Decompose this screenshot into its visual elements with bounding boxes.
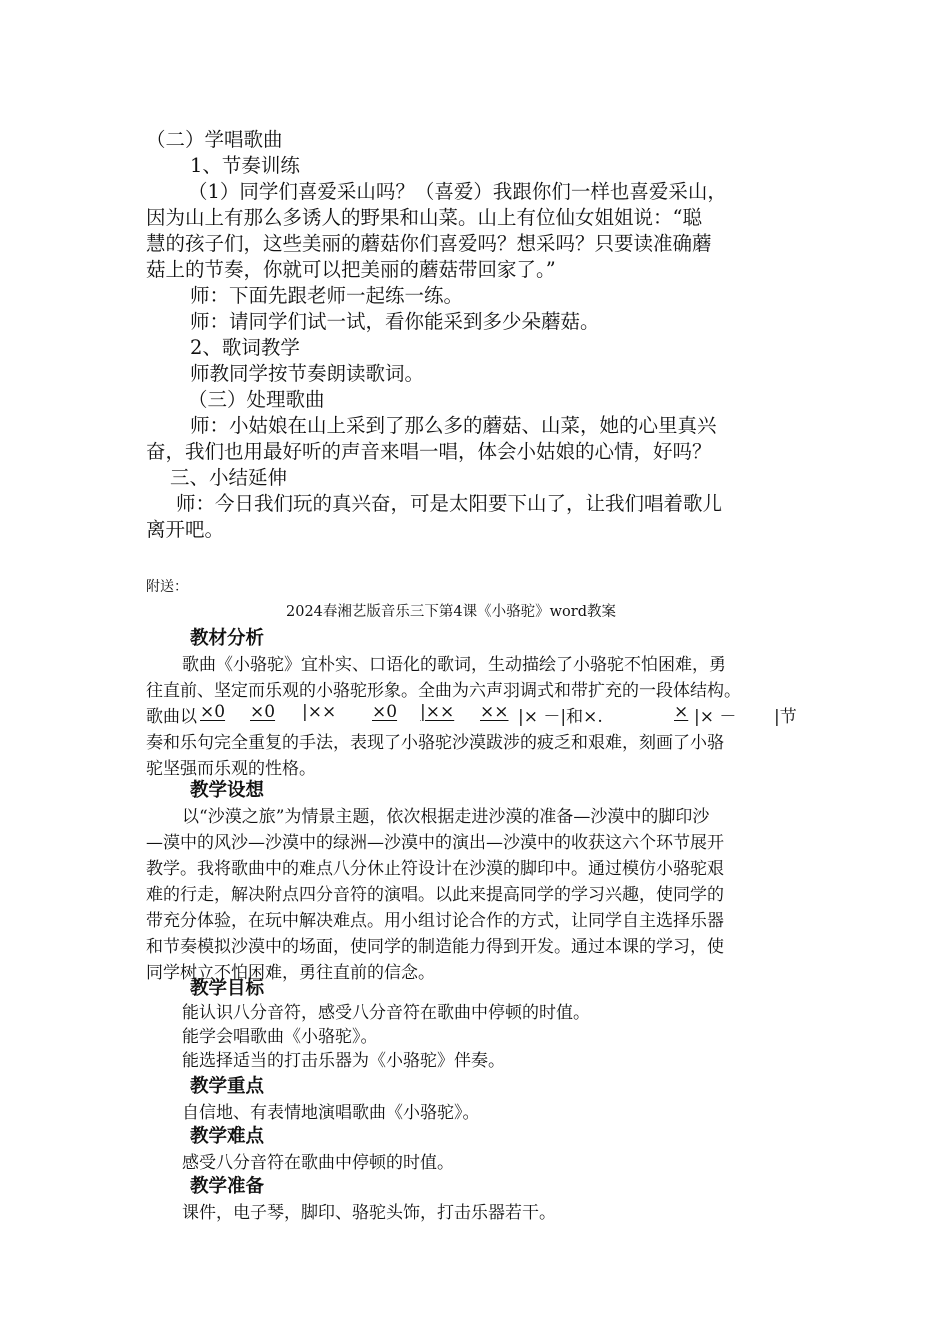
paragraph-line: 驼坚强而乐观的性格。 (146, 759, 316, 779)
heading-material-analysis: 教材分析 (190, 628, 265, 649)
paragraph-line: 教学。我将歌曲中的难点八分休止符设计在沙漠的脚印中。通过模仿小骆驼艰 (146, 859, 724, 879)
rhythm-token: |×× (302, 702, 337, 722)
key-points-text: 自信地、有表情地演唱歌曲《小骆驼》。 (182, 1103, 480, 1123)
paragraph-line: 因为山上有那么多诱人的野果和山菜。山上有位仙女姐姐说：“聪 (146, 206, 702, 229)
paragraph-line: 歌曲《小骆驼》宜朴实、口语化的歌词，生动描绘了小骆驼不怕困难，勇 (182, 655, 726, 675)
paragraph-line: 带充分体验，在玩中解决难点。用小组讨论合作的方式，让同学自主选择乐器 (146, 911, 724, 931)
rhythm-token: ×0 (372, 702, 398, 722)
rhythm-token: |× － (694, 707, 737, 727)
paragraph-line: 师：请同学们试一试，看你能采到多少朵蘑菇。 (190, 310, 600, 333)
paragraph-line: 难的行走，解决附点四分音符的演唱。以此来提高同学的学习兴趣，使同学的 (146, 885, 724, 905)
rhythm-token: |节 (774, 707, 797, 727)
goal-item: 能认识八分音符，感受八分音符在歌曲中停顿的时值。 (182, 1003, 590, 1023)
paragraph-line: 往直前、坚定而乐观的小骆驼形象。全曲为六声羽调式和带扩充的一段体结构。 (146, 681, 741, 701)
subheading-rhythm-training: 1、节奏训练 (190, 154, 300, 177)
paragraph-line: 慧的孩子们，这些美丽的蘑菇你们喜爱吗？想采吗？只要读准确蘑 (146, 232, 712, 255)
paragraph-line: 以“沙漠之旅”为情景主题，依次根据走进沙漠的准备—沙漠中的脚印沙 (182, 807, 710, 827)
difficulty-text: 感受八分音符在歌曲中停顿的时值。 (182, 1153, 454, 1173)
goal-item: 能选择适当的打击乐器为《小骆驼》伴奏。 (182, 1051, 505, 1071)
paragraph-line: —漠中的风沙—沙漠中的绿洲—沙漠中的演出—沙漠中的收获这六个环节展开 (146, 833, 724, 853)
paragraph-line: 离开吧。 (146, 518, 225, 541)
rhythm-token: ×0 (200, 702, 226, 722)
paragraph-line: 菇上的节奏，你就可以把美丽的蘑菇带回家了。” (146, 258, 556, 281)
heading-teaching-concept: 教学设想 (190, 780, 265, 801)
rhythm-token: |×× (420, 702, 455, 722)
paragraph-line: 奋，我们也用最好听的声音来唱一唱，体会小姑娘的心情，好吗？ (146, 440, 712, 463)
paragraph-line: 师：今日我们玩的真兴奋，可是太阳要下山了，让我们唱着歌儿 (176, 492, 723, 515)
rhythm-token: ×× (480, 702, 509, 722)
paragraph-line: （1）同学们喜爱采山吗？（喜爱）我跟你们一样也喜爱采山， (188, 180, 727, 203)
section-heading-process-song: （三）处理歌曲 (188, 388, 325, 411)
paragraph-line: 师：小姑娘在山上采到了那么多的蘑菇、山菜，她的心里真兴 (190, 414, 717, 437)
paragraph-line: 和节奏模拟沙漠中的场面，使同学的制造能力得到开发。通过本课的学习，使 (146, 937, 724, 957)
paragraph-line: 师：下面先跟老师一起练一练。 (190, 284, 464, 307)
appendix-label: 附送： (146, 579, 188, 595)
rhythm-prefix: 歌曲以 (146, 707, 197, 727)
rhythm-token: ×0 (250, 702, 276, 722)
paragraph-line: 同学树立不怕困难，勇往直前的信念。 (146, 963, 435, 983)
rhythm-token: × (674, 702, 689, 722)
document-title: 2024春湘艺版音乐三下第4课《小骆驼》word教案 (286, 604, 616, 620)
heading-key-points: 教学重点 (190, 1076, 265, 1097)
heading-preparation: 教学准备 (190, 1176, 265, 1197)
heading-teaching-goals: 教学目标 (190, 978, 265, 999)
rhythm-token: |× －|和×. (518, 707, 603, 727)
subheading-lyrics: 2、歌词教学 (190, 336, 300, 359)
heading-difficulty: 教学难点 (190, 1126, 265, 1147)
paragraph-line: 师教同学按节奏朗读歌词。 (190, 362, 425, 385)
section-heading-summary: 三、小结延伸 (170, 466, 288, 489)
preparation-text: 课件，电子琴，脚印、骆驼头饰，打击乐器若干。 (182, 1203, 556, 1223)
paragraph-line: 奏和乐句完全重复的手法，表现了小骆驼沙漠跋涉的疲乏和艰难，刻画了小骆 (146, 733, 724, 753)
section-heading-learn-song: （二）学唱歌曲 (146, 128, 283, 151)
goal-item: 能学会唱歌曲《小骆驼》。 (182, 1027, 378, 1047)
